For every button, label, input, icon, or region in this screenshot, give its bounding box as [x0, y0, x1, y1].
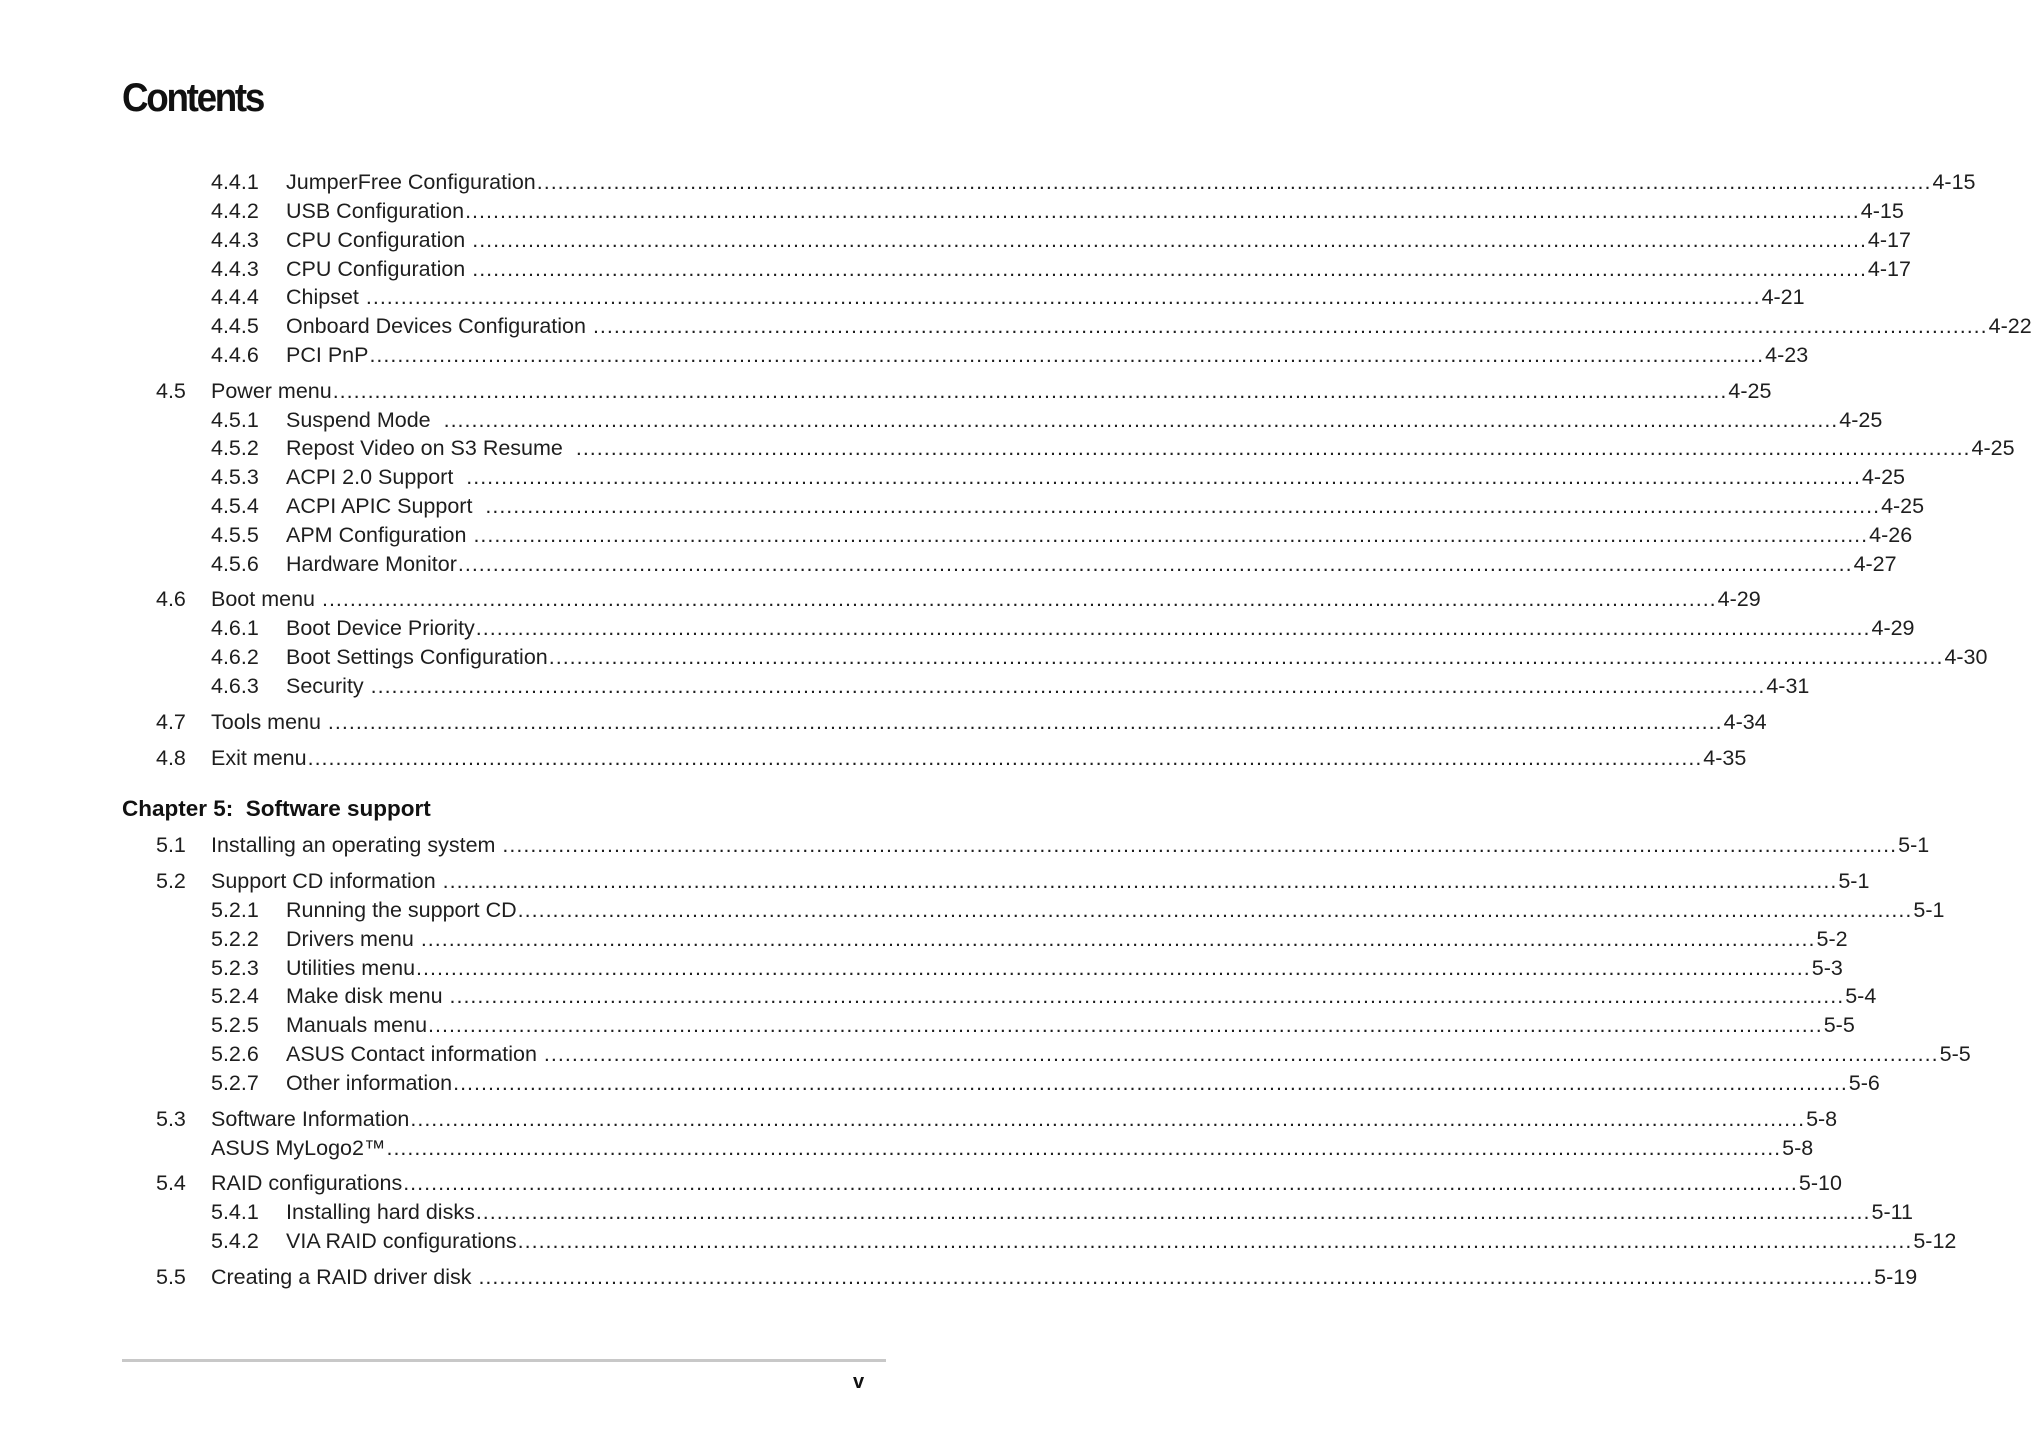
toc-entry-title: Support CD information: [211, 869, 442, 893]
toc-entry-page: 4-35: [1703, 746, 1747, 770]
toc-entry-leader: ........................................................................................................................................................................................................: [386, 1136, 1782, 1160]
toc-entry[interactable]: [211, 1011, 1855, 1039]
toc-entry-number: 5.2.5: [211, 1013, 259, 1037]
toc-entry-number: 4.4.4: [211, 285, 259, 309]
toc-entry[interactable]: [211, 672, 1810, 700]
toc-entry[interactable]: [156, 1169, 1842, 1197]
toc-entry-leader: ........................................................................................................................................................................................................: [327, 710, 1723, 734]
toc-entry-number: 5.4.1: [211, 1200, 259, 1224]
toc-entry[interactable]: [156, 867, 1870, 895]
toc-entry[interactable]: [211, 614, 1915, 642]
toc-entry-page: 4-21: [1761, 285, 1805, 309]
toc-entry-number: 4.4.6: [211, 343, 259, 367]
toc-entry-title: Suspend Mode: [286, 408, 443, 432]
toc-entry-title: RAID configurations: [211, 1171, 403, 1195]
toc-entry[interactable]: [211, 312, 2032, 340]
toc-entry-leader: ........................................................................................................................................................................................................: [332, 379, 1728, 403]
toc-entry[interactable]: [211, 1134, 1814, 1162]
toc-entry-title: ASUS MyLogo2™: [211, 1136, 386, 1160]
toc-entry-page: 4-15: [1860, 199, 1904, 223]
toc-entry-number: 5.2.4: [211, 984, 259, 1008]
toc-entry-page: 5-1: [1838, 869, 1870, 893]
toc-entry-leader: ........................................................................................................................................................................................................: [449, 984, 1845, 1008]
toc-entry-number: 5.2.7: [211, 1071, 259, 1095]
toc-entry-page: 4-25: [1728, 379, 1772, 403]
toc-entry[interactable]: [211, 550, 1897, 578]
toc-entry-leader: ........................................................................................................................................................................................................: [592, 314, 1988, 338]
toc-entry-leader: ........................................................................................................................................................................................................: [517, 898, 1913, 922]
toc-entry-page: 4-30: [1944, 645, 1988, 669]
toc-entry-number: 4.5.5: [211, 523, 259, 547]
toc-entry-title: VIA RAID configurations: [286, 1229, 517, 1253]
toc-entry-page: 4-17: [1867, 257, 1911, 281]
toc-entry-number: 5.4.2: [211, 1229, 259, 1253]
toc-entry-leader: ........................................................................................................................................................................................................: [410, 1107, 1806, 1131]
toc-entry[interactable]: [156, 831, 1930, 859]
toc-entry-title: ACPI APIC Support: [286, 494, 485, 518]
toc-entry-leader: ........................................................................................................................................................................................................: [475, 616, 1871, 640]
toc-entry[interactable]: [211, 896, 1945, 924]
toc-entry-page: 4-17: [1867, 228, 1911, 252]
toc-entry-page: 5-8: [1806, 1107, 1838, 1131]
toc-entry-number: 5.1: [156, 833, 186, 857]
toc-entry-title: APM Configuration: [286, 523, 473, 547]
toc-entry-leader: ........................................................................................................................................................................................................: [548, 645, 1944, 669]
toc-entry-leader: ........................................................................................................................................................................................................: [403, 1171, 1798, 1195]
toc-entry-page: 4-25: [1971, 436, 2015, 460]
toc-entry-title: PCI PnP: [286, 343, 369, 367]
toc-entry[interactable]: [211, 492, 1925, 520]
toc-entry-leader: ........................................................................................................................................................................................................: [478, 1265, 1874, 1289]
toc-entry[interactable]: [211, 226, 1911, 254]
toc-entry-leader: ........................................................................................................................................................................................................: [369, 343, 1765, 367]
toc-entry-page: 4-25: [1839, 408, 1883, 432]
toc-entry-number: 4.7: [156, 710, 186, 734]
toc-entry-leader: ........................................................................................................................................................................................................: [442, 869, 1838, 893]
toc-entry[interactable]: [211, 954, 1843, 982]
toc-entry-number: 5.5: [156, 1265, 186, 1289]
toc-entry-number: 5.2.2: [211, 927, 259, 951]
toc-entry-number: 4.5: [156, 379, 186, 403]
toc-entry-title: Installing hard disks: [286, 1200, 475, 1224]
toc-entry-number: 5.2.3: [211, 956, 259, 980]
toc-entry[interactable]: [211, 521, 1913, 549]
toc-entry-number: 4.4.2: [211, 199, 259, 223]
toc-entry[interactable]: [156, 1263, 1918, 1291]
toc-entry-leader: ........................................................................................................................................................................................................: [420, 927, 1816, 951]
toc-entry-title: Software Information: [211, 1107, 410, 1131]
toc-entry-leader: ........................................................................................................................................................................................................: [416, 956, 1811, 980]
toc-entry-leader: ........................................................................................................................................................................................................: [465, 199, 1860, 223]
toc-entry-number: 4.4.1: [211, 170, 259, 194]
toc-entry-number: 4.5.1: [211, 408, 259, 432]
toc-entry-page: 5-2: [1816, 927, 1848, 951]
toc-entry-title: Creating a RAID driver disk: [211, 1265, 478, 1289]
toc-entry-title: Utilities menu: [286, 956, 416, 980]
toc-entry-leader: ........................................................................................................................................................................................................: [502, 833, 1898, 857]
toc-entry-page: 5-19: [1874, 1265, 1918, 1289]
toc-entry-leader: ........................................................................................................................................................................................................: [517, 1229, 1913, 1253]
toc-entry-title: Installing an operating system: [211, 833, 502, 857]
toc-entry-page: 4-26: [1869, 523, 1913, 547]
toc-entry-title: Running the support CD: [286, 898, 517, 922]
toc-entry-page: 5-12: [1913, 1229, 1957, 1253]
toc-entry[interactable]: [211, 463, 1905, 491]
toc-entry-title: JumperFree Configuration: [286, 170, 536, 194]
toc-entry[interactable]: [211, 434, 2015, 462]
toc-entry[interactable]: [211, 341, 1809, 369]
toc-entry-number: 4.5.6: [211, 552, 259, 576]
toc-entry-title: ACPI 2.0 Support: [286, 465, 466, 489]
toc-entry-title: Power menu: [211, 379, 332, 403]
toc-entry-leader: ........................................................................................................................................................................................................: [466, 465, 1861, 489]
toc-entry-page: 4-15: [1932, 170, 1976, 194]
toc-entry[interactable]: [211, 283, 1805, 311]
toc-entry-title: Manuals menu: [286, 1013, 428, 1037]
toc-entry-title: Boot menu: [211, 587, 321, 611]
toc-entry-leader: ........................................................................................................................................................................................................: [428, 1013, 1823, 1037]
toc-entry[interactable]: [211, 982, 1877, 1010]
toc-entry[interactable]: [211, 255, 1911, 283]
toc-entry-number: 5.4: [156, 1171, 186, 1195]
toc-entry[interactable]: [156, 377, 1772, 405]
toc-entry-leader: ........................................................................................................................................................................................................: [453, 1071, 1848, 1095]
toc-entry-number: 4.4.3: [211, 228, 259, 252]
toc-entry-number: 4.5.4: [211, 494, 259, 518]
toc-entry-number: 4.8: [156, 746, 186, 770]
toc-entry-page: 5-5: [1823, 1013, 1855, 1037]
toc-entry-page: 5-3: [1811, 956, 1843, 980]
toc-entry[interactable]: [211, 1198, 1913, 1226]
toc-entry-leader: ........................................................................................................................................................................................................: [472, 228, 1867, 252]
toc-entry-title: Repost Video on S3 Resume: [286, 436, 575, 460]
toc-entry-title: Drivers menu: [286, 927, 420, 951]
toc-entry-page: 5-11: [1871, 1200, 1913, 1224]
toc-entry-leader: ........................................................................................................................................................................................................: [575, 436, 1971, 460]
toc-entry-page: 5-6: [1848, 1071, 1880, 1095]
toc-entry-title: CPU Configuration: [286, 257, 472, 281]
toc-entry-leader: ........................................................................................................................................................................................................: [457, 552, 1853, 576]
toc-entry-page: 4-29: [1871, 616, 1915, 640]
toc-entry-leader: ........................................................................................................................................................................................................: [370, 674, 1766, 698]
toc-entry-leader: ........................................................................................................................................................................................................: [473, 523, 1869, 547]
toc-entry-page: 5-8: [1782, 1136, 1814, 1160]
toc-entry-number: 4.5.2: [211, 436, 259, 460]
toc-entry-number: 4.4.3: [211, 257, 259, 281]
toc-entry[interactable]: [211, 1227, 1957, 1255]
toc-entry-leader: ........................................................................................................................................................................................................: [472, 257, 1867, 281]
toc-entry[interactable]: [211, 168, 1976, 196]
toc-entry[interactable]: [156, 1105, 1838, 1133]
toc-entry[interactable]: [156, 708, 1767, 736]
toc-entry-number: 4.6.2: [211, 645, 259, 669]
toc-entry-title: Boot Device Priority: [286, 616, 475, 640]
toc-entry-number: 4.6: [156, 587, 186, 611]
toc-entry-title: Hardware Monitor: [286, 552, 457, 576]
toc-entry-title: USB Configuration: [286, 199, 465, 223]
toc-entry-leader: ........................................................................................................................................................................................................: [443, 408, 1839, 432]
toc-entry-title: Onboard Devices Configuration: [286, 314, 592, 338]
toc-entry-title: CPU Configuration: [286, 228, 472, 252]
toc-entry[interactable]: [211, 406, 1883, 434]
toc-entry[interactable]: [211, 1040, 1971, 1068]
toc-entry-leader: ........................................................................................................................................................................................................: [543, 1042, 1939, 1066]
toc-entry-leader: ........................................................................................................................................................................................................: [536, 170, 1932, 194]
toc-entry-number: 5.2: [156, 869, 186, 893]
toc-entry-number: 4.6.1: [211, 616, 259, 640]
footer-divider: [122, 1359, 886, 1362]
toc-entry-page: 4-22: [1988, 314, 2032, 338]
toc-entry-page: 5-4: [1845, 984, 1877, 1008]
toc-entry-title: Boot Settings Configuration: [286, 645, 548, 669]
toc-entry-number: 4.4.5: [211, 314, 259, 338]
toc-entry-page: 4-25: [1881, 494, 1925, 518]
toc-entry-page: 5-10: [1798, 1171, 1842, 1195]
toc-entry-page: 4-31: [1766, 674, 1810, 698]
toc-entry-leader: ........................................................................................................................................................................................................: [321, 587, 1717, 611]
toc-entry-leader: ........................................................................................................................................................................................................: [365, 285, 1761, 309]
toc-entry[interactable]: [211, 925, 1848, 953]
toc-entry-title: Security: [286, 674, 370, 698]
toc-entry-page: 5-1: [1898, 833, 1930, 857]
toc-entry-title: Other information: [286, 1071, 453, 1095]
toc-entry-title: Exit menu: [211, 746, 307, 770]
toc-entry-page: 5-1: [1913, 898, 1945, 922]
toc-entry-title: ASUS Contact information: [286, 1042, 543, 1066]
toc-entry[interactable]: [156, 744, 1747, 772]
toc-entry-leader: ........................................................................................................................................................................................................: [475, 1200, 1871, 1224]
toc-entry-title: Chipset: [286, 285, 365, 309]
toc-entry-title: Make disk menu: [286, 984, 449, 1008]
toc-entry-title: Tools menu: [211, 710, 327, 734]
toc-entry[interactable]: [156, 585, 1761, 613]
toc-entry-page: 4-27: [1853, 552, 1897, 576]
toc-entry-number: 4.5.3: [211, 465, 259, 489]
chapter-heading: Chapter 5: Software support: [122, 796, 431, 821]
toc-entry-page: 4-23: [1765, 343, 1809, 367]
page-title: Contents: [122, 76, 264, 120]
toc-entry-leader: ........................................................................................................................................................................................................: [307, 746, 1703, 770]
toc-entry[interactable]: [211, 1069, 1880, 1097]
toc-entry-number: 4.6.3: [211, 674, 259, 698]
toc-entry-page: 4-29: [1717, 587, 1761, 611]
page-number: v: [853, 1371, 865, 1393]
toc-entry-number: 5.2.6: [211, 1042, 259, 1066]
toc-entry-page: 4-25: [1861, 465, 1905, 489]
toc-entry-leader: ........................................................................................................................................................................................................: [485, 494, 1881, 518]
toc-entry-number: 5.3: [156, 1107, 186, 1131]
toc-entry[interactable]: [211, 643, 1988, 671]
toc-entry-page: 4-34: [1723, 710, 1767, 734]
toc-entry[interactable]: [211, 197, 1904, 225]
toc-entry-number: 5.2.1: [211, 898, 259, 922]
toc-entry-page: 5-5: [1939, 1042, 1971, 1066]
